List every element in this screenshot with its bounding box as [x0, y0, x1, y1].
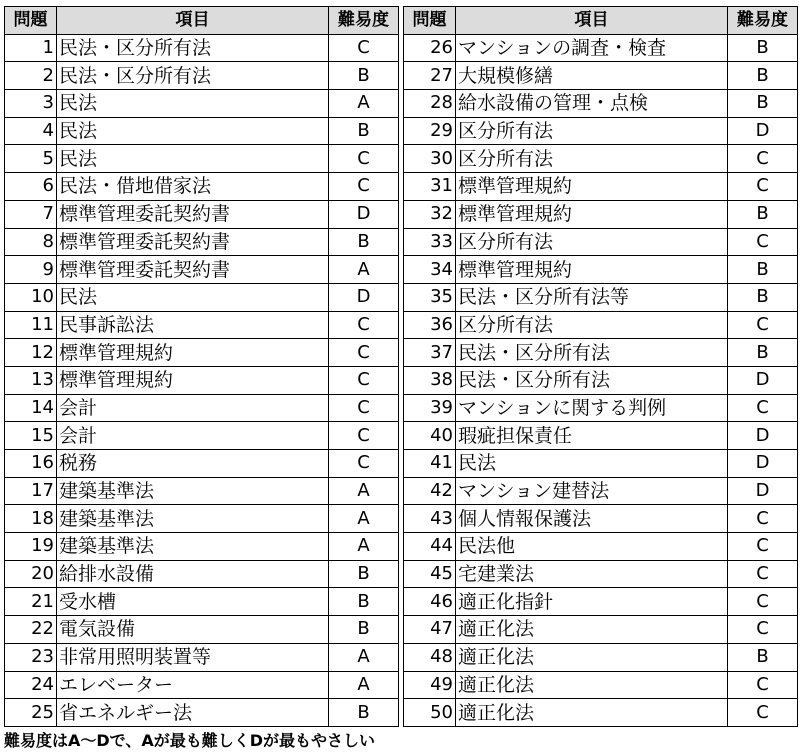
table-row: [5, 173, 399, 201]
question-number: 16: [5, 450, 57, 478]
question-topic: 標準管理規約: [456, 173, 728, 201]
difficulty-grade: C: [728, 616, 798, 644]
question-number: 50: [404, 699, 456, 727]
question-topic: 瑕疵担保責任: [456, 422, 728, 450]
table-row: [404, 283, 798, 311]
question-topic: 民法・区分所有法: [57, 34, 329, 62]
table-row: [5, 616, 399, 644]
question-number: 43: [404, 505, 456, 533]
question-topic: 宅建業法: [456, 560, 728, 588]
question-number: 32: [404, 200, 456, 228]
header-number: 問題: [404, 7, 456, 35]
difficulty-grade: C: [329, 450, 399, 478]
question-number: 8: [5, 228, 57, 256]
difficulty-grade: C: [728, 588, 798, 616]
question-topic: 民法他: [456, 533, 728, 561]
table-row: [5, 200, 399, 228]
question-number: 1: [5, 34, 57, 62]
question-topic: 標準管理委託契約書: [57, 200, 329, 228]
question-topic: 適正化法: [456, 616, 728, 644]
table-row: [404, 117, 798, 145]
question-topic: マンションに関する判例: [456, 394, 728, 422]
difficulty-grade: B: [728, 62, 798, 90]
difficulty-grade: D: [728, 366, 798, 394]
question-topic: 会計: [57, 394, 329, 422]
question-number: 30: [404, 145, 456, 173]
header-difficulty: 難易度: [728, 7, 798, 35]
question-number: 19: [5, 533, 57, 561]
difficulty-grade: C: [329, 173, 399, 201]
left-table: [4, 6, 399, 727]
header-number: 問題: [5, 7, 57, 35]
question-topic: 会計: [57, 422, 329, 450]
table-row: [5, 671, 399, 699]
difficulty-grade: B: [728, 339, 798, 367]
question-number: 22: [5, 616, 57, 644]
question-topic: 民法: [57, 283, 329, 311]
difficulty-grade: C: [728, 699, 798, 727]
table-row: [5, 339, 399, 367]
difficulty-grade: C: [728, 311, 798, 339]
question-topic: 民法・借地借家法: [57, 173, 329, 201]
question-number: 20: [5, 560, 57, 588]
question-number: 4: [5, 117, 57, 145]
question-number: 38: [404, 366, 456, 394]
question-topic: 標準管理規約: [456, 200, 728, 228]
question-topic: 給水設備の管理・点検: [456, 90, 728, 118]
table-row: [5, 699, 399, 727]
table-row: [5, 145, 399, 173]
question-number: 3: [5, 90, 57, 118]
table-row: [5, 422, 399, 450]
difficulty-grade: A: [329, 505, 399, 533]
question-topic: 適正化法: [456, 671, 728, 699]
table-row: [404, 671, 798, 699]
table-row: [5, 394, 399, 422]
difficulty-grade: B: [728, 90, 798, 118]
difficulty-grade: C: [728, 533, 798, 561]
difficulty-grade: D: [329, 283, 399, 311]
difficulty-grade: B: [728, 283, 798, 311]
question-topic: 標準管理委託契約書: [57, 256, 329, 284]
question-topic: 電気設備: [57, 616, 329, 644]
right-table: [403, 6, 798, 727]
table-row: [404, 533, 798, 561]
difficulty-grade: C: [728, 560, 798, 588]
table-row: [5, 90, 399, 118]
question-topic: 民事訴訟法: [57, 311, 329, 339]
table-row: [5, 366, 399, 394]
difficulty-grade: B: [329, 616, 399, 644]
question-topic: 民法: [57, 90, 329, 118]
difficulty-note: 難易度はA～Dで、Aが最も難しくDが最もやさしい: [4, 731, 376, 750]
table-row: [5, 34, 399, 62]
difficulty-grade: C: [728, 671, 798, 699]
question-number: 12: [5, 339, 57, 367]
question-topic: 税務: [57, 450, 329, 478]
table-row: [404, 560, 798, 588]
question-number: 18: [5, 505, 57, 533]
table-row: [5, 117, 399, 145]
table-row: [404, 394, 798, 422]
difficulty-grade: B: [329, 62, 399, 90]
table-row: [404, 505, 798, 533]
right-table-body: [404, 34, 798, 726]
question-topic: 標準管理委託契約書: [57, 228, 329, 256]
question-number: 37: [404, 339, 456, 367]
question-topic: 区分所有法: [456, 145, 728, 173]
table-row: [404, 339, 798, 367]
question-number: 42: [404, 477, 456, 505]
table-row: [5, 643, 399, 671]
question-topic: 民法・区分所有法: [57, 62, 329, 90]
table-row: [404, 311, 798, 339]
question-topic: 受水槽: [57, 588, 329, 616]
table-row: [404, 228, 798, 256]
question-number: 49: [404, 671, 456, 699]
header-item: 項目: [456, 7, 728, 35]
difficulty-grade: C: [728, 145, 798, 173]
table-row: [5, 560, 399, 588]
table-row: [5, 477, 399, 505]
difficulty-grade: B: [329, 117, 399, 145]
question-number: 41: [404, 450, 456, 478]
question-number: 29: [404, 117, 456, 145]
question-number: 21: [5, 588, 57, 616]
question-topic: 標準管理規約: [57, 339, 329, 367]
table-row: [404, 366, 798, 394]
question-topic: 区分所有法: [456, 311, 728, 339]
difficulty-grade: A: [329, 643, 399, 671]
question-number: 24: [5, 671, 57, 699]
difficulty-grade: B: [329, 699, 399, 727]
difficulty-grade: D: [728, 422, 798, 450]
difficulty-grade: B: [329, 228, 399, 256]
question-number: 47: [404, 616, 456, 644]
difficulty-grade: D: [329, 200, 399, 228]
table-row: [404, 173, 798, 201]
question-number: 35: [404, 283, 456, 311]
table-row: [404, 588, 798, 616]
table-row: [5, 62, 399, 90]
question-topic: マンションの調査・検査: [456, 34, 728, 62]
table-row: [5, 450, 399, 478]
difficulty-grade: C: [329, 422, 399, 450]
question-number: 10: [5, 283, 57, 311]
difficulty-grade: D: [728, 450, 798, 478]
question-topic: 建築基準法: [57, 533, 329, 561]
table-row: [404, 34, 798, 62]
question-number: 9: [5, 256, 57, 284]
question-number: 11: [5, 311, 57, 339]
question-topic: 省エネルギー法: [57, 699, 329, 727]
table-row: [404, 422, 798, 450]
difficulty-tables: [4, 6, 798, 727]
question-number: 31: [404, 173, 456, 201]
question-number: 17: [5, 477, 57, 505]
question-number: 13: [5, 366, 57, 394]
question-number: 40: [404, 422, 456, 450]
header-item: 項目: [57, 7, 329, 35]
question-number: 36: [404, 311, 456, 339]
question-number: 15: [5, 422, 57, 450]
difficulty-grade: B: [329, 560, 399, 588]
question-topic: 標準管理規約: [57, 366, 329, 394]
question-topic: 民法・区分所有法等: [456, 283, 728, 311]
question-topic: 個人情報保護法: [456, 505, 728, 533]
question-number: 6: [5, 173, 57, 201]
difficulty-grade: C: [329, 339, 399, 367]
left-table-body: [5, 34, 399, 726]
question-topic: 給排水設備: [57, 560, 329, 588]
difficulty-grade: C: [329, 311, 399, 339]
question-topic: 民法・区分所有法: [456, 339, 728, 367]
difficulty-grade: B: [728, 643, 798, 671]
question-number: 27: [404, 62, 456, 90]
difficulty-grade: B: [728, 34, 798, 62]
question-topic: 区分所有法: [456, 228, 728, 256]
question-topic: 非常用照明装置等: [57, 643, 329, 671]
table-row: [404, 616, 798, 644]
difficulty-grade: A: [329, 256, 399, 284]
question-number: 39: [404, 394, 456, 422]
difficulty-grade: B: [329, 588, 399, 616]
question-topic: マンション建替法: [456, 477, 728, 505]
question-number: 2: [5, 62, 57, 90]
table-row: [5, 256, 399, 284]
question-topic: 民法: [456, 450, 728, 478]
header-row: [5, 7, 399, 35]
question-topic: 適正化法: [456, 643, 728, 671]
question-topic: エレベーター: [57, 671, 329, 699]
table-row: [404, 200, 798, 228]
question-number: 7: [5, 200, 57, 228]
question-topic: 大規模修繕: [456, 62, 728, 90]
difficulty-grade: C: [728, 228, 798, 256]
difficulty-grade: D: [728, 117, 798, 145]
table-row: [404, 699, 798, 727]
difficulty-grade: A: [329, 671, 399, 699]
difficulty-grade: A: [329, 90, 399, 118]
question-topic: 標準管理規約: [456, 256, 728, 284]
question-number: 25: [5, 699, 57, 727]
difficulty-grade: C: [329, 145, 399, 173]
table-row: [5, 311, 399, 339]
difficulty-grade: C: [728, 173, 798, 201]
table-row: [5, 533, 399, 561]
difficulty-grade: C: [728, 394, 798, 422]
table-row: [5, 505, 399, 533]
table-row: [404, 256, 798, 284]
table-row: [5, 283, 399, 311]
table-row: [404, 477, 798, 505]
table-row: [404, 90, 798, 118]
table-row: [404, 643, 798, 671]
question-number: 5: [5, 145, 57, 173]
question-number: 14: [5, 394, 57, 422]
table-row: [404, 450, 798, 478]
table-row: [5, 588, 399, 616]
question-number: 23: [5, 643, 57, 671]
header-row: [404, 7, 798, 35]
question-topic: 建築基準法: [57, 505, 329, 533]
question-number: 34: [404, 256, 456, 284]
difficulty-grade: C: [728, 505, 798, 533]
question-number: 46: [404, 588, 456, 616]
question-number: 45: [404, 560, 456, 588]
difficulty-grade: C: [329, 394, 399, 422]
question-topic: 民法: [57, 117, 329, 145]
question-topic: 民法・区分所有法: [456, 366, 728, 394]
question-topic: 適正化法: [456, 699, 728, 727]
difficulty-grade: A: [329, 477, 399, 505]
table-row: [404, 145, 798, 173]
table-row: [404, 62, 798, 90]
header-difficulty: 難易度: [329, 7, 399, 35]
question-number: 26: [404, 34, 456, 62]
difficulty-grade: D: [728, 477, 798, 505]
question-topic: 適正化指針: [456, 588, 728, 616]
question-number: 44: [404, 533, 456, 561]
difficulty-grade: A: [329, 533, 399, 561]
table-row: [5, 228, 399, 256]
difficulty-grade: C: [329, 366, 399, 394]
question-topic: 区分所有法: [456, 117, 728, 145]
question-topic: 建築基準法: [57, 477, 329, 505]
question-number: 48: [404, 643, 456, 671]
question-number: 28: [404, 90, 456, 118]
difficulty-grade: B: [728, 256, 798, 284]
question-number: 33: [404, 228, 456, 256]
difficulty-grade: B: [728, 200, 798, 228]
question-topic: 民法: [57, 145, 329, 173]
difficulty-grade: C: [329, 34, 399, 62]
